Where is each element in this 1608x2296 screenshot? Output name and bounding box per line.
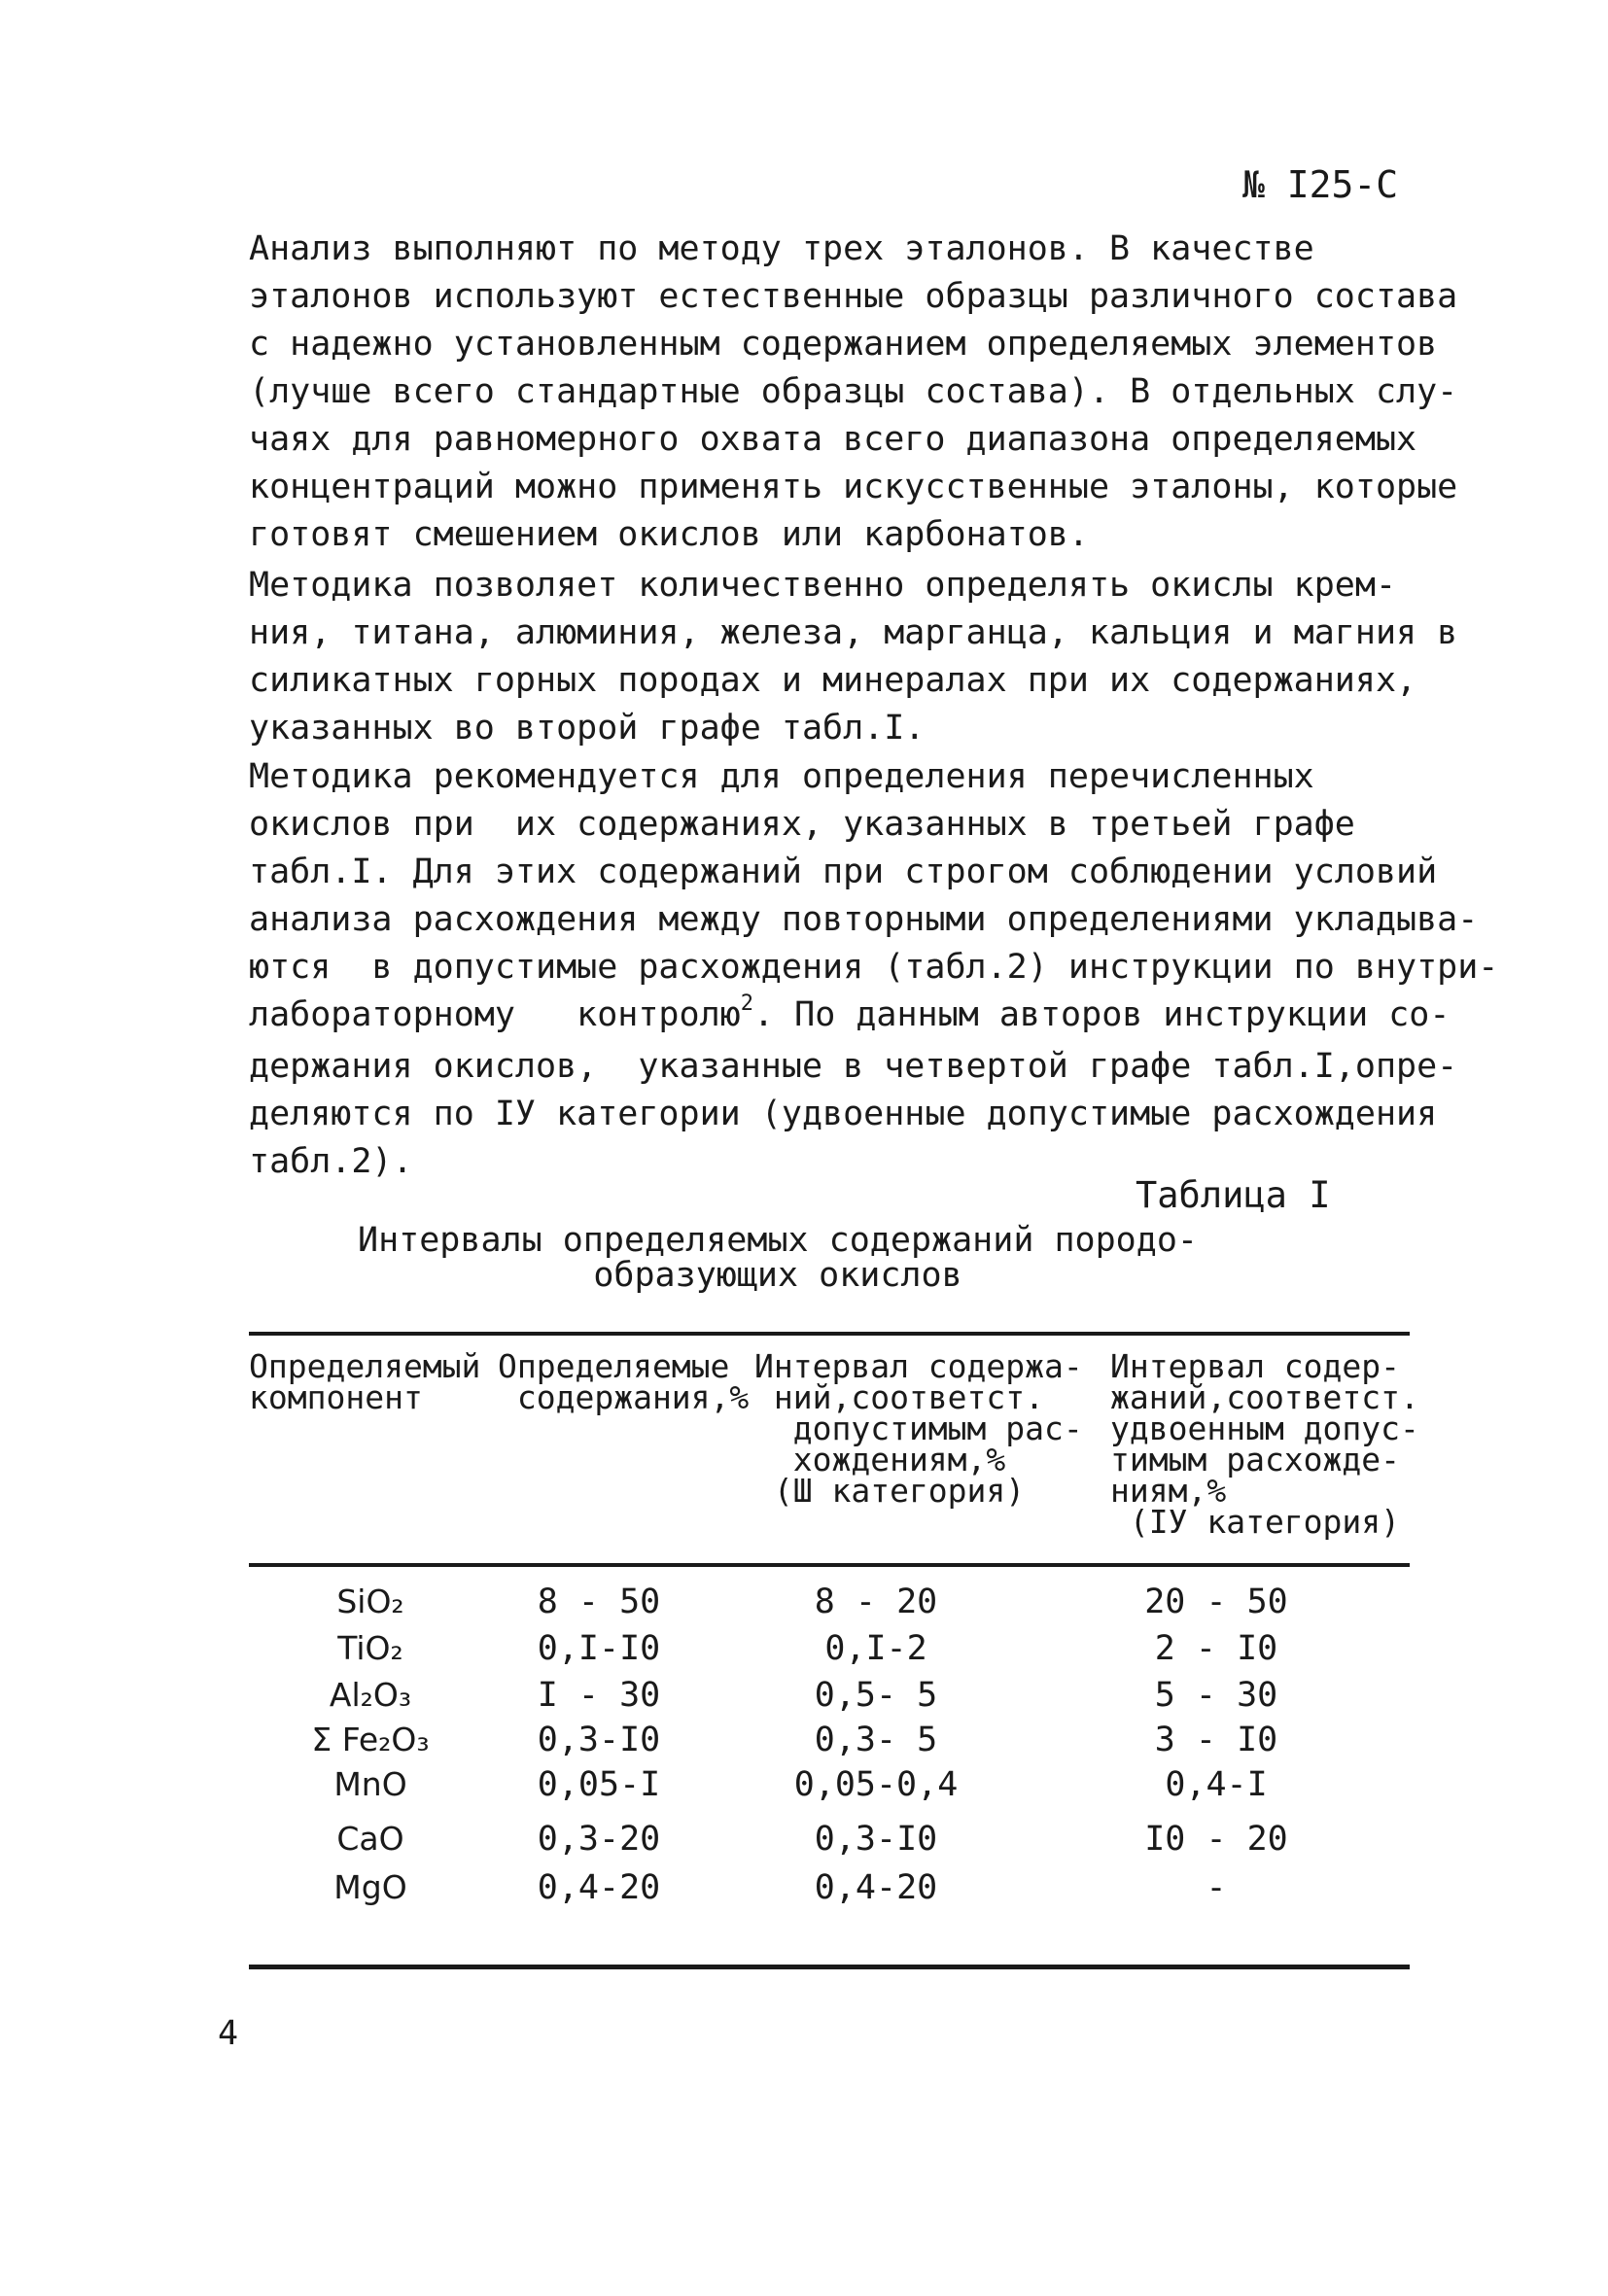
column-header-interval-cat3: Интервал содержа- ний,соответст. допустимым рас- хождениям,% (Ш категория) (754, 1347, 1083, 1510)
text-line: Анализ выполняют по методу трех эталонов. В качестве (249, 229, 1314, 268)
column-header-component: Определяемый компонент (249, 1347, 481, 1416)
table-title (292, 1223, 1264, 1293)
text-line: готовят смешением окислов или карбонатов. (249, 515, 1089, 554)
table-cell: 2 - I0 (1154, 1629, 1278, 1668)
text-line: табл.I. Для этих содержаний при строгом соблюдении условий (249, 852, 1438, 891)
table-cell: 0,5- 5 (814, 1676, 938, 1715)
text-line: эталонов используют естественные образцы различного состава (249, 277, 1458, 316)
text-line: табл.2). (249, 1142, 413, 1181)
table-header-rule (249, 1563, 1410, 1567)
table-cell: 3 - I0 (1154, 1721, 1278, 1759)
table-cell-component: SiO₂ (336, 1583, 404, 1620)
text-line: Методика рекомендуется для определения перечисленных (249, 757, 1314, 796)
text-line: чаях для равномерного охвата всего диапазона определяемых (249, 420, 1417, 459)
table-cell: 0,4-20 (537, 1868, 661, 1907)
table-cell: 0,3-I0 (814, 1820, 938, 1859)
table-cell-component: TiO₂ (337, 1629, 403, 1667)
table-cell-component: MgO (333, 1868, 407, 1906)
text-fragment: лабораторному контролю (249, 995, 741, 1034)
table-cell: 20 - 50 (1144, 1583, 1288, 1621)
table-cell: I - 30 (537, 1676, 661, 1715)
text-fragment: . По данным авторов инструкции со- (752, 995, 1451, 1034)
table-cell: 0,I-2 (824, 1629, 927, 1668)
table-label: Таблица I (1136, 1174, 1331, 1216)
table-top-rule (249, 1332, 1410, 1336)
table-cell: 0,05-0,4 (793, 1765, 959, 1804)
table-row (249, 1868, 1410, 1915)
text-line: анализа расхождения между повторными определениями укладыва- (249, 900, 1479, 939)
text-line: с надежно установленным содержанием определяемых элементов (249, 325, 1438, 364)
text-line-footnote (249, 991, 1464, 1043)
table-row (249, 1629, 1410, 1676)
table-row (249, 1583, 1410, 1629)
table-cell: 0,3- 5 (814, 1721, 938, 1759)
text-line: Методика позволяет количественно определять окислы крем- (249, 566, 1397, 605)
table-row (249, 1820, 1410, 1866)
text-line: окислов при их содержаниях, указанных в третьей графе (249, 805, 1355, 844)
table-cell: - (1206, 1868, 1227, 1907)
table-cell: 5 - 30 (1154, 1676, 1278, 1715)
table-cell: 0,4-I (1165, 1765, 1268, 1804)
paragraph-scope (249, 562, 1464, 752)
table-row (249, 1721, 1410, 1767)
text-line: силикатных горных породах и минералах при их содержаниях, (249, 661, 1417, 700)
table-title-line: образующих окислов (593, 1256, 962, 1295)
paragraph-method (249, 226, 1464, 559)
text-line: ются в допустимые расхождения (табл.2) инструкции по внутри- (249, 948, 1499, 987)
column-header-interval-cat4: Интервал содер- жаний,соответст. удвоенным допус- тимым расхожде- ниям,% (IУ категория) (1110, 1347, 1419, 1541)
table-cell: 0,4-20 (814, 1868, 938, 1907)
table-cell: 0,3-20 (537, 1820, 661, 1859)
table-cell: 8 - 50 (537, 1583, 661, 1621)
table-cell: 0,3-I0 (537, 1721, 661, 1759)
table-cell: I0 - 20 (1144, 1820, 1288, 1859)
text-line: указанных во второй графе табл.I. (249, 709, 926, 748)
table-title-line: Интервалы определяемых содержаний породо- (358, 1221, 1198, 1260)
page-number: 4 (218, 2014, 239, 2053)
text-line: ния, титана, алюминия, железа, марганца, кальция и магния в (249, 613, 1458, 652)
table-cell-component: Al₂O₃ (329, 1676, 412, 1714)
table-row (249, 1765, 1410, 1812)
text-line: (лучше всего стандартные образцы состава). В отдельных слу- (249, 372, 1458, 411)
text-line: концентраций можно применять искусственные эталоны, которые (249, 468, 1458, 506)
table-cell: 8 - 20 (814, 1583, 938, 1621)
table-cell: 0,05-I (537, 1765, 661, 1804)
table-cell-component: MnO (333, 1765, 407, 1803)
table-cell-component: CaO (336, 1820, 404, 1858)
table-cell: 0,I-I0 (537, 1629, 661, 1668)
column-header-contents: Определяемые содержания,% (498, 1347, 750, 1416)
table-bottom-rule (249, 1965, 1410, 1969)
text-line: держания окислов, указанные в четвертой графе табл.I,опре- (249, 1047, 1458, 1086)
paragraph-recommendation (249, 753, 1499, 1186)
text-line: деляются по IУ категории (удвоенные допустимые расхождения (249, 1095, 1438, 1133)
table-row (249, 1676, 1410, 1722)
table-cell-component: Σ Fe₂O₃ (311, 1721, 430, 1758)
document-number: № I25-C (1242, 163, 1399, 206)
footnote-marker: 2 (740, 991, 753, 1016)
